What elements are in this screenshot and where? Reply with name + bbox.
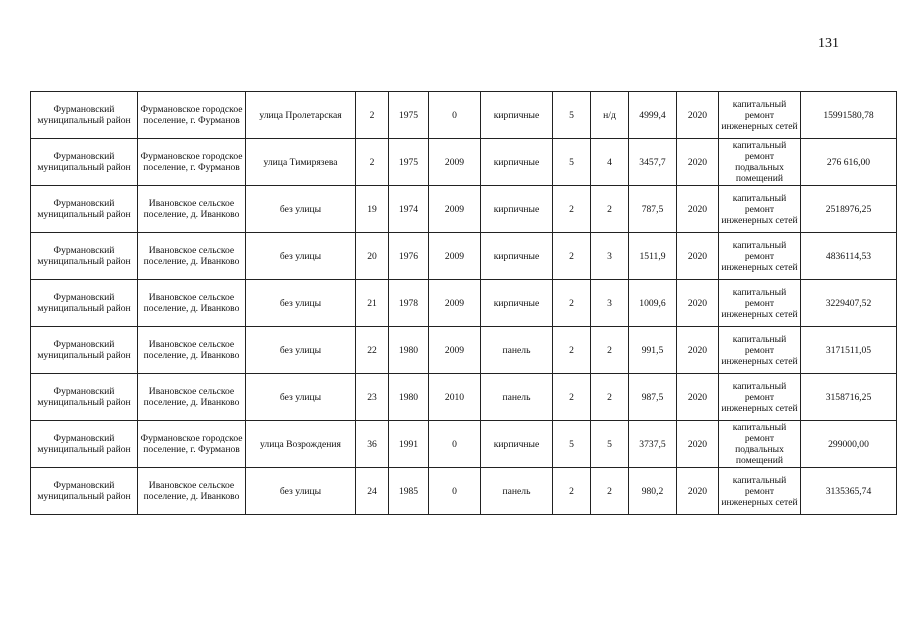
settlement-cell: Ивановское сельское поселение, д. Иванково bbox=[138, 327, 246, 374]
area-cell: 787,5 bbox=[629, 186, 677, 233]
year-built-cell: 1991 bbox=[389, 421, 429, 468]
street-cell: без улицы bbox=[246, 327, 356, 374]
district-cell: Фурмановский муниципальный район bbox=[31, 233, 138, 280]
street-cell: без улицы bbox=[246, 374, 356, 421]
floors-cell: 2 bbox=[553, 468, 591, 515]
table-row bbox=[31, 139, 897, 186]
wall-material-cell: кирпичные bbox=[481, 186, 553, 233]
work-type-cell: капитальный ремонт подвальных помещений bbox=[719, 421, 801, 468]
plan-year-cell: 2020 bbox=[677, 92, 719, 139]
year-built-cell: 1985 bbox=[389, 468, 429, 515]
settlement-cell: Ивановское сельское поселение, д. Иванково bbox=[138, 468, 246, 515]
year-overhaul-cell: 0 bbox=[429, 468, 481, 515]
table-row bbox=[31, 374, 897, 421]
table-row bbox=[31, 92, 897, 139]
year-built-cell: 1974 bbox=[389, 186, 429, 233]
cost-cell: 3171511,05 bbox=[801, 327, 897, 374]
street-cell: без улицы bbox=[246, 468, 356, 515]
area-cell: 1511,9 bbox=[629, 233, 677, 280]
entrances-cell: 5 bbox=[591, 421, 629, 468]
area-cell: 4999,4 bbox=[629, 92, 677, 139]
work-type-cell: капитальный ремонт инженерных сетей bbox=[719, 374, 801, 421]
house-number-cell: 19 bbox=[356, 186, 389, 233]
cost-cell: 276 616,00 bbox=[801, 139, 897, 186]
settlement-cell: Фурмановское городское поселение, г. Фурманов bbox=[138, 421, 246, 468]
entrances-cell: 2 bbox=[591, 186, 629, 233]
wall-material-cell: кирпичные bbox=[481, 92, 553, 139]
table-body bbox=[31, 92, 897, 515]
entrances-cell: 2 bbox=[591, 374, 629, 421]
floors-cell: 2 bbox=[553, 374, 591, 421]
entrances-cell: 4 bbox=[591, 139, 629, 186]
cost-cell: 299000,00 bbox=[801, 421, 897, 468]
settlement-cell: Ивановское сельское поселение, д. Иванково bbox=[138, 186, 246, 233]
district-cell: Фурмановский муниципальный район bbox=[31, 468, 138, 515]
house-number-cell: 22 bbox=[356, 327, 389, 374]
cost-cell: 3229407,52 bbox=[801, 280, 897, 327]
plan-year-cell: 2020 bbox=[677, 139, 719, 186]
housing-registry-table bbox=[30, 91, 897, 515]
settlement-cell: Фурмановское городское поселение, г. Фурманов bbox=[138, 92, 246, 139]
house-number-cell: 36 bbox=[356, 421, 389, 468]
district-cell: Фурмановский муниципальный район bbox=[31, 139, 138, 186]
house-number-cell: 2 bbox=[356, 92, 389, 139]
work-type-cell: капитальный ремонт инженерных сетей bbox=[719, 327, 801, 374]
table-row bbox=[31, 186, 897, 233]
floors-cell: 2 bbox=[553, 327, 591, 374]
plan-year-cell: 2020 bbox=[677, 186, 719, 233]
district-cell: Фурмановский муниципальный район bbox=[31, 280, 138, 327]
cost-cell: 4836114,53 bbox=[801, 233, 897, 280]
table-row bbox=[31, 280, 897, 327]
year-overhaul-cell: 2010 bbox=[429, 374, 481, 421]
year-built-cell: 1980 bbox=[389, 374, 429, 421]
year-overhaul-cell: 2009 bbox=[429, 280, 481, 327]
cost-cell: 15991580,78 bbox=[801, 92, 897, 139]
table-row bbox=[31, 468, 897, 515]
floors-cell: 5 bbox=[553, 92, 591, 139]
year-overhaul-cell: 2009 bbox=[429, 327, 481, 374]
work-type-cell: капитальный ремонт инженерных сетей bbox=[719, 280, 801, 327]
year-built-cell: 1976 bbox=[389, 233, 429, 280]
district-cell: Фурмановский муниципальный район bbox=[31, 374, 138, 421]
house-number-cell: 24 bbox=[356, 468, 389, 515]
wall-material-cell: панель bbox=[481, 374, 553, 421]
area-cell: 987,5 bbox=[629, 374, 677, 421]
work-type-cell: капитальный ремонт инженерных сетей bbox=[719, 92, 801, 139]
area-cell: 1009,6 bbox=[629, 280, 677, 327]
wall-material-cell: кирпичные bbox=[481, 280, 553, 327]
settlement-cell: Ивановское сельское поселение, д. Иванково bbox=[138, 374, 246, 421]
floors-cell: 5 bbox=[553, 139, 591, 186]
table-row bbox=[31, 233, 897, 280]
year-built-cell: 1980 bbox=[389, 327, 429, 374]
area-cell: 991,5 bbox=[629, 327, 677, 374]
street-cell: без улицы bbox=[246, 280, 356, 327]
street-cell: без улицы bbox=[246, 186, 356, 233]
plan-year-cell: 2020 bbox=[677, 327, 719, 374]
cost-cell: 3135365,74 bbox=[801, 468, 897, 515]
entrances-cell: 2 bbox=[591, 468, 629, 515]
entrances-cell: н/д bbox=[591, 92, 629, 139]
area-cell: 3737,5 bbox=[629, 421, 677, 468]
table-row bbox=[31, 421, 897, 468]
district-cell: Фурмановский муниципальный район bbox=[31, 92, 138, 139]
district-cell: Фурмановский муниципальный район bbox=[31, 186, 138, 233]
plan-year-cell: 2020 bbox=[677, 421, 719, 468]
year-overhaul-cell: 2009 bbox=[429, 186, 481, 233]
year-overhaul-cell: 0 bbox=[429, 421, 481, 468]
work-type-cell: капитальный ремонт подвальных помещений bbox=[719, 139, 801, 186]
wall-material-cell: панель bbox=[481, 468, 553, 515]
floors-cell: 2 bbox=[553, 233, 591, 280]
house-number-cell: 23 bbox=[356, 374, 389, 421]
year-overhaul-cell: 0 bbox=[429, 92, 481, 139]
district-cell: Фурмановский муниципальный район bbox=[31, 327, 138, 374]
cost-cell: 2518976,25 bbox=[801, 186, 897, 233]
settlement-cell: Ивановское сельское поселение, д. Иванково bbox=[138, 233, 246, 280]
wall-material-cell: кирпичные bbox=[481, 421, 553, 468]
street-cell: без улицы bbox=[246, 233, 356, 280]
page-number: 131 bbox=[818, 36, 839, 51]
plan-year-cell: 2020 bbox=[677, 280, 719, 327]
area-cell: 3457,7 bbox=[629, 139, 677, 186]
street-cell: улица Пролетарская bbox=[246, 92, 356, 139]
work-type-cell: капитальный ремонт инженерных сетей bbox=[719, 468, 801, 515]
house-number-cell: 20 bbox=[356, 233, 389, 280]
area-cell: 980,2 bbox=[629, 468, 677, 515]
year-built-cell: 1975 bbox=[389, 92, 429, 139]
floors-cell: 5 bbox=[553, 421, 591, 468]
cost-cell: 3158716,25 bbox=[801, 374, 897, 421]
plan-year-cell: 2020 bbox=[677, 233, 719, 280]
entrances-cell: 3 bbox=[591, 233, 629, 280]
table-row bbox=[31, 327, 897, 374]
work-type-cell: капитальный ремонт инженерных сетей bbox=[719, 233, 801, 280]
entrances-cell: 3 bbox=[591, 280, 629, 327]
floors-cell: 2 bbox=[553, 280, 591, 327]
year-built-cell: 1978 bbox=[389, 280, 429, 327]
entrances-cell: 2 bbox=[591, 327, 629, 374]
wall-material-cell: панель bbox=[481, 327, 553, 374]
settlement-cell: Ивановское сельское поселение, д. Иванково bbox=[138, 280, 246, 327]
floors-cell: 2 bbox=[553, 186, 591, 233]
street-cell: улица Тимирязева bbox=[246, 139, 356, 186]
year-overhaul-cell: 2009 bbox=[429, 139, 481, 186]
settlement-cell: Фурмановское городское поселение, г. Фурманов bbox=[138, 139, 246, 186]
district-cell: Фурмановский муниципальный район bbox=[31, 421, 138, 468]
work-type-cell: капитальный ремонт инженерных сетей bbox=[719, 186, 801, 233]
plan-year-cell: 2020 bbox=[677, 374, 719, 421]
house-number-cell: 21 bbox=[356, 280, 389, 327]
house-number-cell: 2 bbox=[356, 139, 389, 186]
year-overhaul-cell: 2009 bbox=[429, 233, 481, 280]
street-cell: улица Возрождения bbox=[246, 421, 356, 468]
plan-year-cell: 2020 bbox=[677, 468, 719, 515]
wall-material-cell: кирпичные bbox=[481, 233, 553, 280]
year-built-cell: 1975 bbox=[389, 139, 429, 186]
wall-material-cell: кирпичные bbox=[481, 139, 553, 186]
